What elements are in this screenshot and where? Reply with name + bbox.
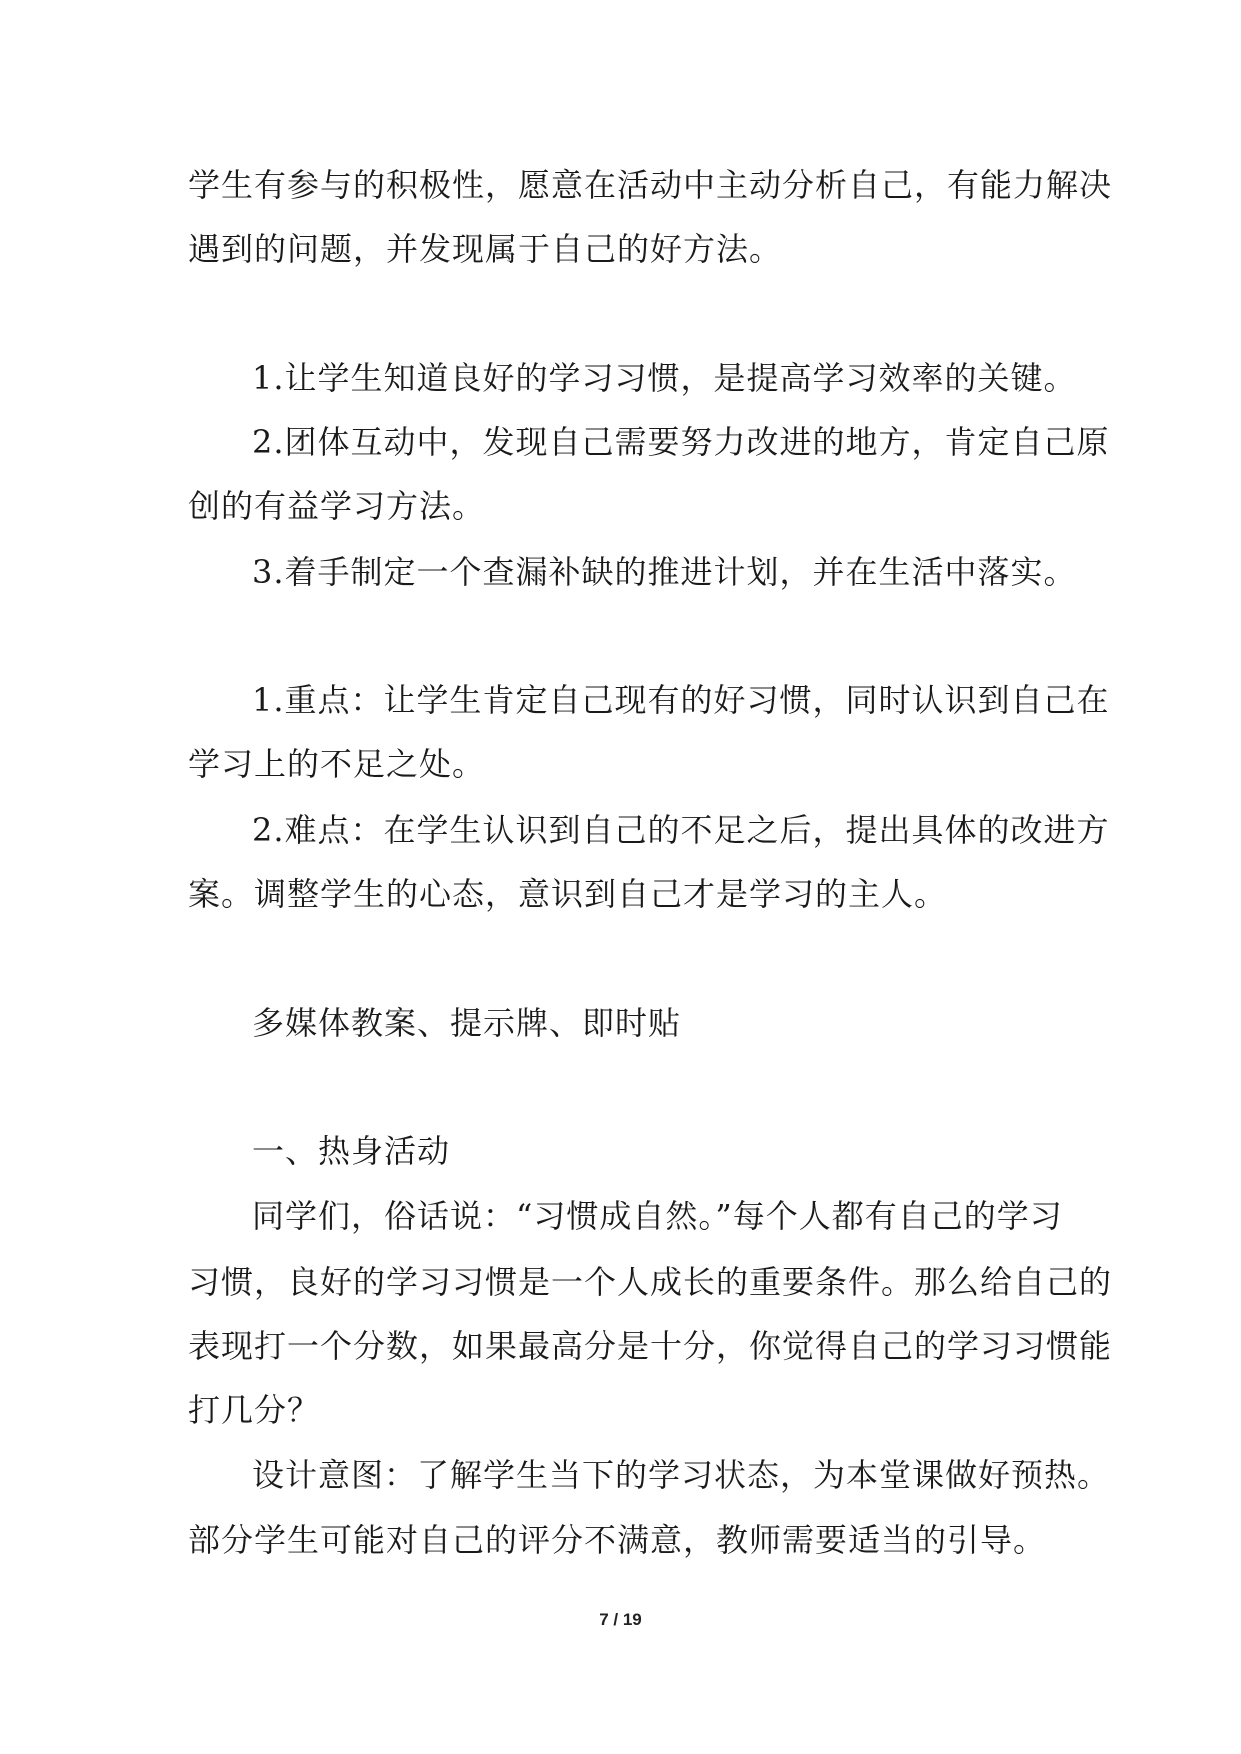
difficulty-line: 2.难点：在学生认识到自己的不足之后，提出具体的改进方	[252, 811, 1110, 849]
paragraph-line: 学生有参与的积极性，愿意在活动中主动分析自己，有能力解决	[188, 166, 1113, 204]
activity-line: 表现打一个分数，如果最高分是十分，你觉得自己的学习习惯能	[188, 1327, 1113, 1365]
page-number: 7 / 19	[599, 1610, 642, 1629]
key-point-line: 1.重点：让学生肯定自己现有的好习惯，同时认识到自己在	[252, 681, 1110, 719]
activity-line: 习惯，良好的学习习惯是一个人成长的重要条件。那么给自己的	[188, 1263, 1113, 1301]
objective-line: 1.让学生知道良好的学习习惯，是提高学习效率的关键。	[252, 359, 1077, 397]
difficulty-line: 案。调整学生的心态，意识到自己才是学习的主人。	[188, 875, 948, 913]
materials-line: 多媒体教案、提示牌、即时贴	[252, 1004, 682, 1042]
objective-line: 创的有益学习方法。	[188, 487, 486, 525]
design-intent-line: 设计意图：了解学生当下的学习状态，为本堂课做好预热。	[252, 1456, 1111, 1494]
paragraph-line: 遇到的问题，并发现属于自己的好方法。	[188, 230, 783, 268]
design-intent-line: 部分学生可能对自己的评分不满意，教师需要适当的引导。	[188, 1521, 1047, 1559]
objective-line: 2.团体互动中，发现自己需要努力改进的地方，肯定自己原	[252, 423, 1110, 461]
section-heading: 一、热身活动	[252, 1132, 451, 1170]
key-point-line: 学习上的不足之处。	[188, 745, 486, 783]
objective-line: 3.着手制定一个查漏补缺的推进计划，并在生活中落实。	[252, 553, 1077, 591]
activity-line: 同学们，俗话说：“习惯成自然。”每个人都有自己的学习	[252, 1197, 1063, 1235]
activity-line: 打几分？	[188, 1391, 321, 1429]
